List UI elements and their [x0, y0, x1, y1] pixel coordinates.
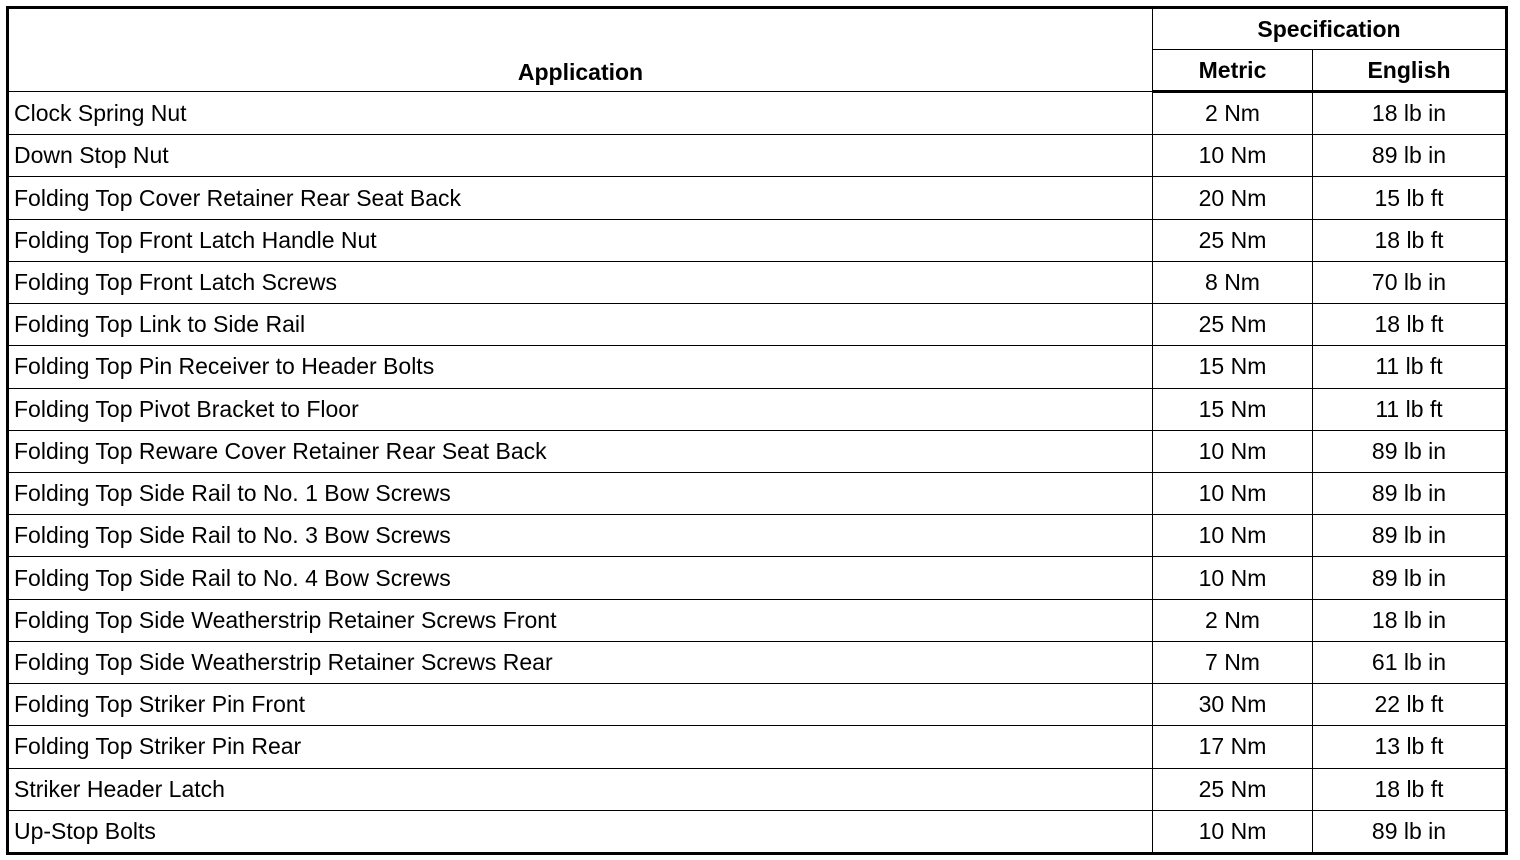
- application-cell: Folding Top Side Rail to No. 1 Bow Screws: [8, 472, 1153, 514]
- english-cell: 22 lb ft: [1313, 684, 1507, 726]
- english-cell: 89 lb in: [1313, 472, 1507, 514]
- metric-cell: 10 Nm: [1153, 135, 1313, 177]
- table-row: [8, 472, 1507, 514]
- english-cell: 70 lb in: [1313, 261, 1507, 303]
- english-cell: 89 lb in: [1313, 430, 1507, 472]
- english-cell: 18 lb ft: [1313, 768, 1507, 810]
- metric-cell: 25 Nm: [1153, 768, 1313, 810]
- metric-cell: 10 Nm: [1153, 557, 1313, 599]
- english-cell: 15 lb ft: [1313, 177, 1507, 219]
- application-cell: Folding Top Reware Cover Retainer Rear Seat Back: [8, 430, 1153, 472]
- metric-cell: 25 Nm: [1153, 304, 1313, 346]
- english-cell: 11 lb ft: [1313, 388, 1507, 430]
- table-row: [8, 388, 1507, 430]
- english-cell: 13 lb ft: [1313, 726, 1507, 768]
- english-cell: 89 lb in: [1313, 515, 1507, 557]
- application-cell: Folding Top Front Latch Handle Nut: [8, 219, 1153, 261]
- table-row: [8, 430, 1507, 472]
- application-cell: Folding Top Side Weatherstrip Retainer Screws Front: [8, 599, 1153, 641]
- table-header: [8, 8, 1507, 92]
- english-cell: 89 lb in: [1313, 135, 1507, 177]
- english-cell: 18 lb ft: [1313, 304, 1507, 346]
- table-row: [8, 177, 1507, 219]
- application-cell: Folding Top Pivot Bracket to Floor: [8, 388, 1153, 430]
- application-cell: Up-Stop Bolts: [8, 810, 1153, 853]
- application-header: Application: [8, 8, 1153, 92]
- english-cell: 18 lb in: [1313, 599, 1507, 641]
- application-cell: Down Stop Nut: [8, 135, 1153, 177]
- english-header: English: [1313, 50, 1507, 92]
- metric-cell: 7 Nm: [1153, 641, 1313, 683]
- header-row-top: [8, 8, 1507, 50]
- english-cell: 61 lb in: [1313, 641, 1507, 683]
- table-row: [8, 219, 1507, 261]
- table-row: [8, 641, 1507, 683]
- metric-header: Metric: [1153, 50, 1313, 92]
- table-row: [8, 557, 1507, 599]
- table-row: [8, 92, 1507, 135]
- english-cell: 89 lb in: [1313, 810, 1507, 853]
- metric-cell: 10 Nm: [1153, 810, 1313, 853]
- application-cell: Folding Top Front Latch Screws: [8, 261, 1153, 303]
- table-body: [8, 92, 1507, 854]
- metric-cell: 17 Nm: [1153, 726, 1313, 768]
- metric-cell: 30 Nm: [1153, 684, 1313, 726]
- application-cell: Folding Top Pin Receiver to Header Bolts: [8, 346, 1153, 388]
- table-row: [8, 261, 1507, 303]
- metric-cell: 15 Nm: [1153, 388, 1313, 430]
- english-cell: 18 lb in: [1313, 92, 1507, 135]
- table-row: [8, 810, 1507, 853]
- metric-cell: 8 Nm: [1153, 261, 1313, 303]
- english-cell: 18 lb ft: [1313, 219, 1507, 261]
- metric-cell: 10 Nm: [1153, 472, 1313, 514]
- table-row: [8, 515, 1507, 557]
- metric-cell: 10 Nm: [1153, 430, 1313, 472]
- table-row: [8, 726, 1507, 768]
- metric-cell: 10 Nm: [1153, 515, 1313, 557]
- metric-cell: 15 Nm: [1153, 346, 1313, 388]
- application-cell: Folding Top Link to Side Rail: [8, 304, 1153, 346]
- application-cell: Folding Top Striker Pin Front: [8, 684, 1153, 726]
- fastener-spec-table: [6, 6, 1508, 855]
- application-cell: Folding Top Side Rail to No. 3 Bow Screws: [8, 515, 1153, 557]
- table-row: [8, 684, 1507, 726]
- english-cell: 89 lb in: [1313, 557, 1507, 599]
- metric-cell: 20 Nm: [1153, 177, 1313, 219]
- english-cell: 11 lb ft: [1313, 346, 1507, 388]
- table-row: [8, 768, 1507, 810]
- application-cell: Folding Top Side Weatherstrip Retainer Screws Rear: [8, 641, 1153, 683]
- application-cell: Folding Top Side Rail to No. 4 Bow Screws: [8, 557, 1153, 599]
- application-cell: Clock Spring Nut: [8, 92, 1153, 135]
- metric-cell: 25 Nm: [1153, 219, 1313, 261]
- specification-header: Specification: [1153, 8, 1507, 50]
- table-row: [8, 346, 1507, 388]
- table-row: [8, 304, 1507, 346]
- metric-cell: 2 Nm: [1153, 599, 1313, 641]
- application-cell: Folding Top Striker Pin Rear: [8, 726, 1153, 768]
- table-row: [8, 135, 1507, 177]
- table-row: [8, 599, 1507, 641]
- application-cell: Folding Top Cover Retainer Rear Seat Back: [8, 177, 1153, 219]
- metric-cell: 2 Nm: [1153, 92, 1313, 135]
- application-cell: Striker Header Latch: [8, 768, 1153, 810]
